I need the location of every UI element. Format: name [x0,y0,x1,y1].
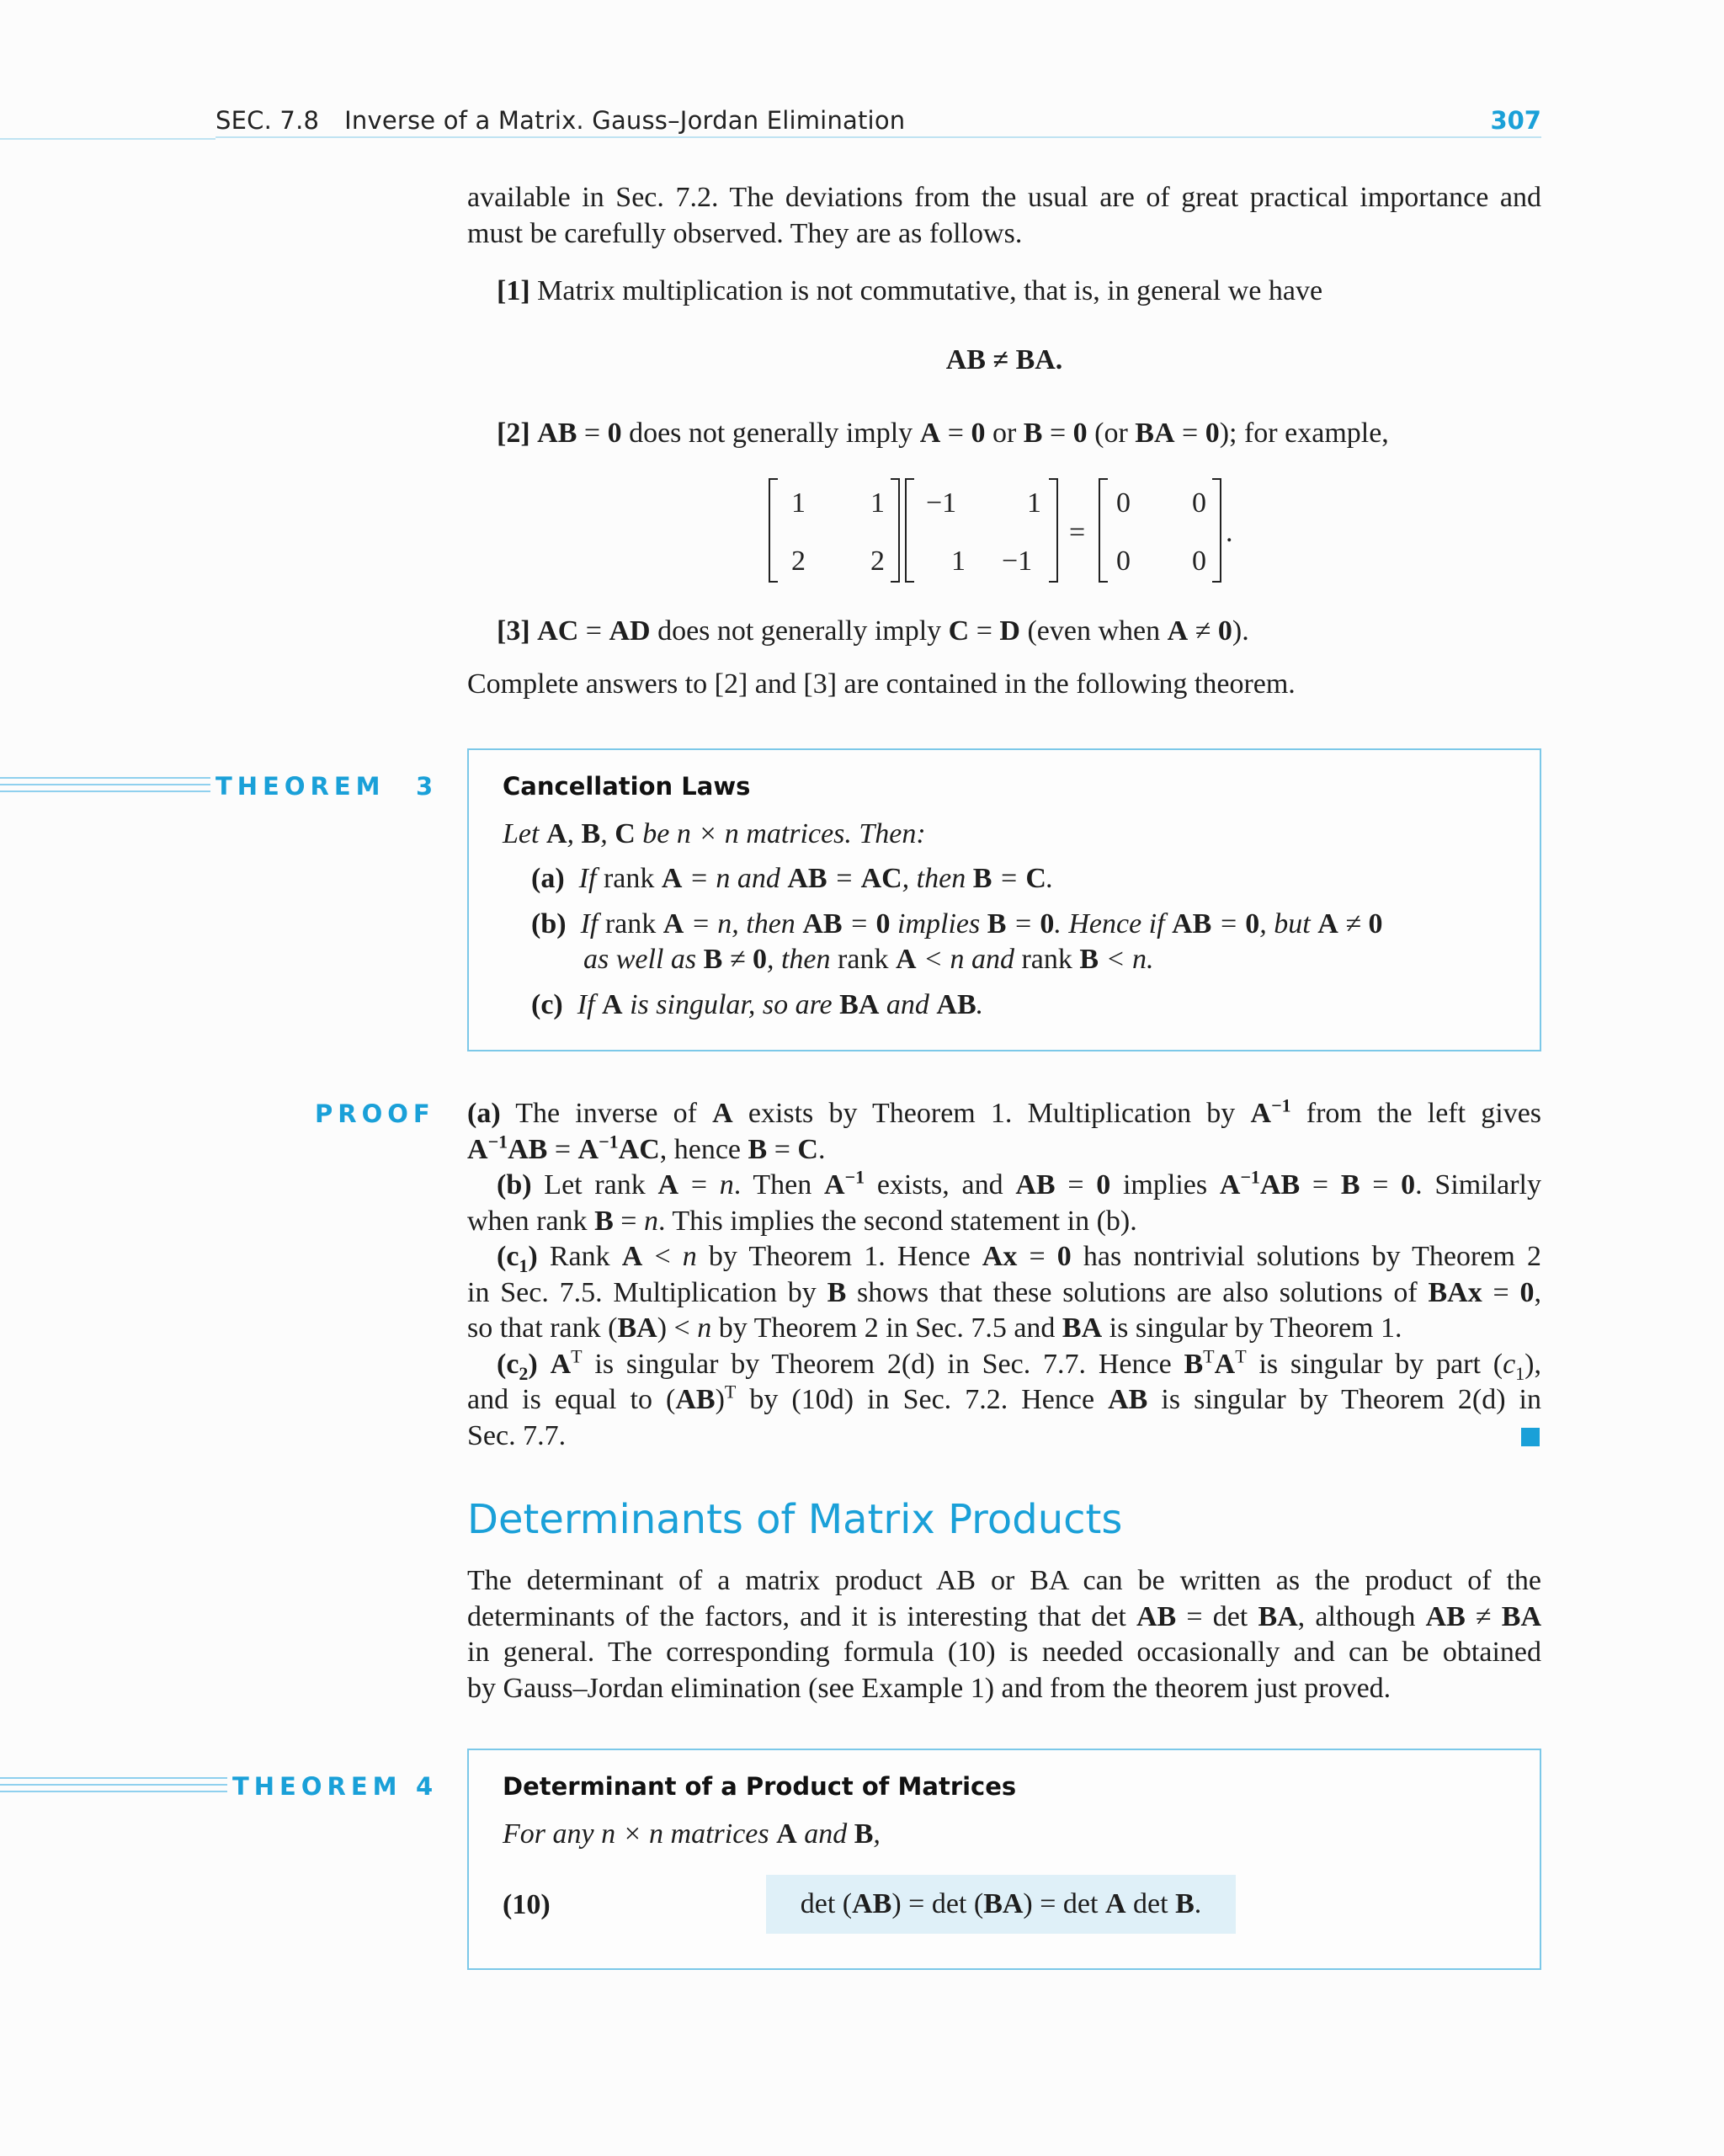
qed-square-icon [1521,1428,1540,1446]
theorem4-rule-1 [0,1777,227,1779]
theorem3-rule-1 [0,777,210,779]
theorem4-number: 4 [416,1772,439,1801]
header-rule [216,136,1541,138]
svg-text:.: . [1226,517,1233,548]
section-paragraph: The determinant of a matrix product AB or BA can be written as the product of the determinants of the factors, and it is interesting that det AB = det BA, although AB ≠ BA in general. The corresponding formula (10) is needed occasionally and can be obtained by Gauss–Jordan elimination (see Example 1) and from the theorem just proved. [467,1563,1541,1706]
m2-a21: 1 [951,546,966,577]
theorem3-title: Cancellation Laws [503,772,751,801]
m3-a21: 0 [1116,546,1131,577]
equation-ab-ne-ba [467,344,1541,376]
m2-a11: −1 [926,487,957,519]
section-line-1: The determinant of a matrix product AB or BA can be written as the product of the [467,1565,1541,1596]
item-2-number: [2] [497,418,530,449]
theorem4-rule-2 [0,1784,227,1786]
section-number: SEC. 7.8 [216,106,320,135]
theorem3-statement: Let A, B, C be n × n matrices. Then: [503,818,926,849]
page-number: 307 [1490,106,1541,135]
theorem4-rule-3 [0,1791,227,1792]
complete-answers-sentence: Complete answers to [2] and [3] are contained in the following theorem. [467,668,1296,700]
intro-line-1: available in Sec. 7.2. The deviations from the usual are of great practical importance and [467,182,1541,213]
m3-a12: 0 [1192,487,1206,519]
item-1 [497,274,1540,309]
theorem4-label: THEOREM [232,1772,402,1801]
section-line-3: in general. The corresponding formula (10) is needed occasionally and can be obtained [467,1637,1541,1668]
intro-line-2: must be carefully observed. They are as follows. [467,217,1023,249]
theorem3-label [216,772,386,801]
m2-a22: −1 [1002,546,1033,577]
header-rule-left [0,138,216,140]
theorem3-number: 3 [416,772,439,801]
m1-a11: 1 [791,487,806,519]
theorem3-part-b: (b) If rank A = n, then AB = 0 implies B = 0. Hence if AB = 0, but A ≠ 0 as well as B ≠ 0, then rank A < n and rank B < n. [531,908,1383,975]
theorem3-label-word: THEOREM [216,772,386,801]
theorem3-rule-3 [0,791,210,792]
item-3-number: [3] [497,615,530,647]
theorem4-statement: For any n × n matrices A and B, [503,1818,881,1850]
theorem3-part-a: (a) If rank A = n and AB = AC, then B = C. [531,863,1054,894]
m1-a22: 2 [870,546,885,577]
formula-number [503,1887,551,1923]
section-heading: Determinants of Matrix Products [467,1496,1123,1543]
header-left [216,106,905,135]
theorem4-title: Determinant of a Product of Matrices [503,1772,1017,1801]
item-3: [3] AC = AD does not generally imply C = D (even when A ≠ 0). [497,615,1249,647]
svg-text:=: = [1069,517,1086,548]
intro-paragraph [467,180,1541,252]
theorem3-part-c: (c) If A is singular, so are BA and AB. [531,989,984,1020]
running-header [216,106,1541,140]
item-2: [2] AB = 0 does not generally imply A = 0 or B = 0 (or BA = 0); for example, [497,418,1389,449]
formula-number-text: (10) [503,1889,551,1920]
item-1-number: [1] [497,275,530,306]
section-title: Inverse of a Matrix. Gauss–Jordan Elimination [344,106,906,135]
m1-a12: 1 [870,487,885,519]
matrix-example [766,476,1254,585]
m1-a21: 2 [791,546,806,577]
proof-label: PROOF [315,1099,435,1128]
formula-10: det (AB) = det (BA) = det A det B. [766,1875,1236,1934]
m3-a11: 0 [1116,487,1131,519]
m3-a22: 0 [1192,546,1206,577]
equation-ab-ne-ba-text: AB ≠ BA. [945,344,1063,375]
theorem3-rule-2 [0,784,210,785]
item-1-text: Matrix multiplication is not commutative, that is, in general we have [537,275,1323,306]
m2-a12: 1 [1027,487,1041,519]
section-line-4: by Gauss–Jordan elimination (see Example 1) and from the theorem just proved. [467,1672,1391,1704]
proof-body: (a) The inverse of A exists by Theorem 1. Multiplication by $A^{-1}$ from the left gives $A^{-1}AB = A^{-1}AC$, hence B = C. (b) Let rank A = n. Then $A^{-1}$ exists, and AB = 0 implies $A^{-1}AB = B = 0$. Similarly when rank B = n. This implies the second statement in (b). $(c_1)$ Rank A < n by Theorem 1. Hence Ax = 0 has nontrivial solutions by Theorem 2 in Sec. 7.5. Multiplication by B shows that these solutions are also solutions of BAx = 0, so that rank (BA) < n by Theorem 2 in Sec. 7.5 and BA is singular by Theorem 1. $(c_2)$ $A^T$ is singular by Theorem 2(d) in Sec. 7.7. Hence $B^TA^T$ is singular by part $(c_1)$, and is equal to (AB)$^T$ by (10d) in Sec. 7.2. Hence AB is singular by Theorem 2(d) in Sec. 7.7. [467,1094,1542,1451]
